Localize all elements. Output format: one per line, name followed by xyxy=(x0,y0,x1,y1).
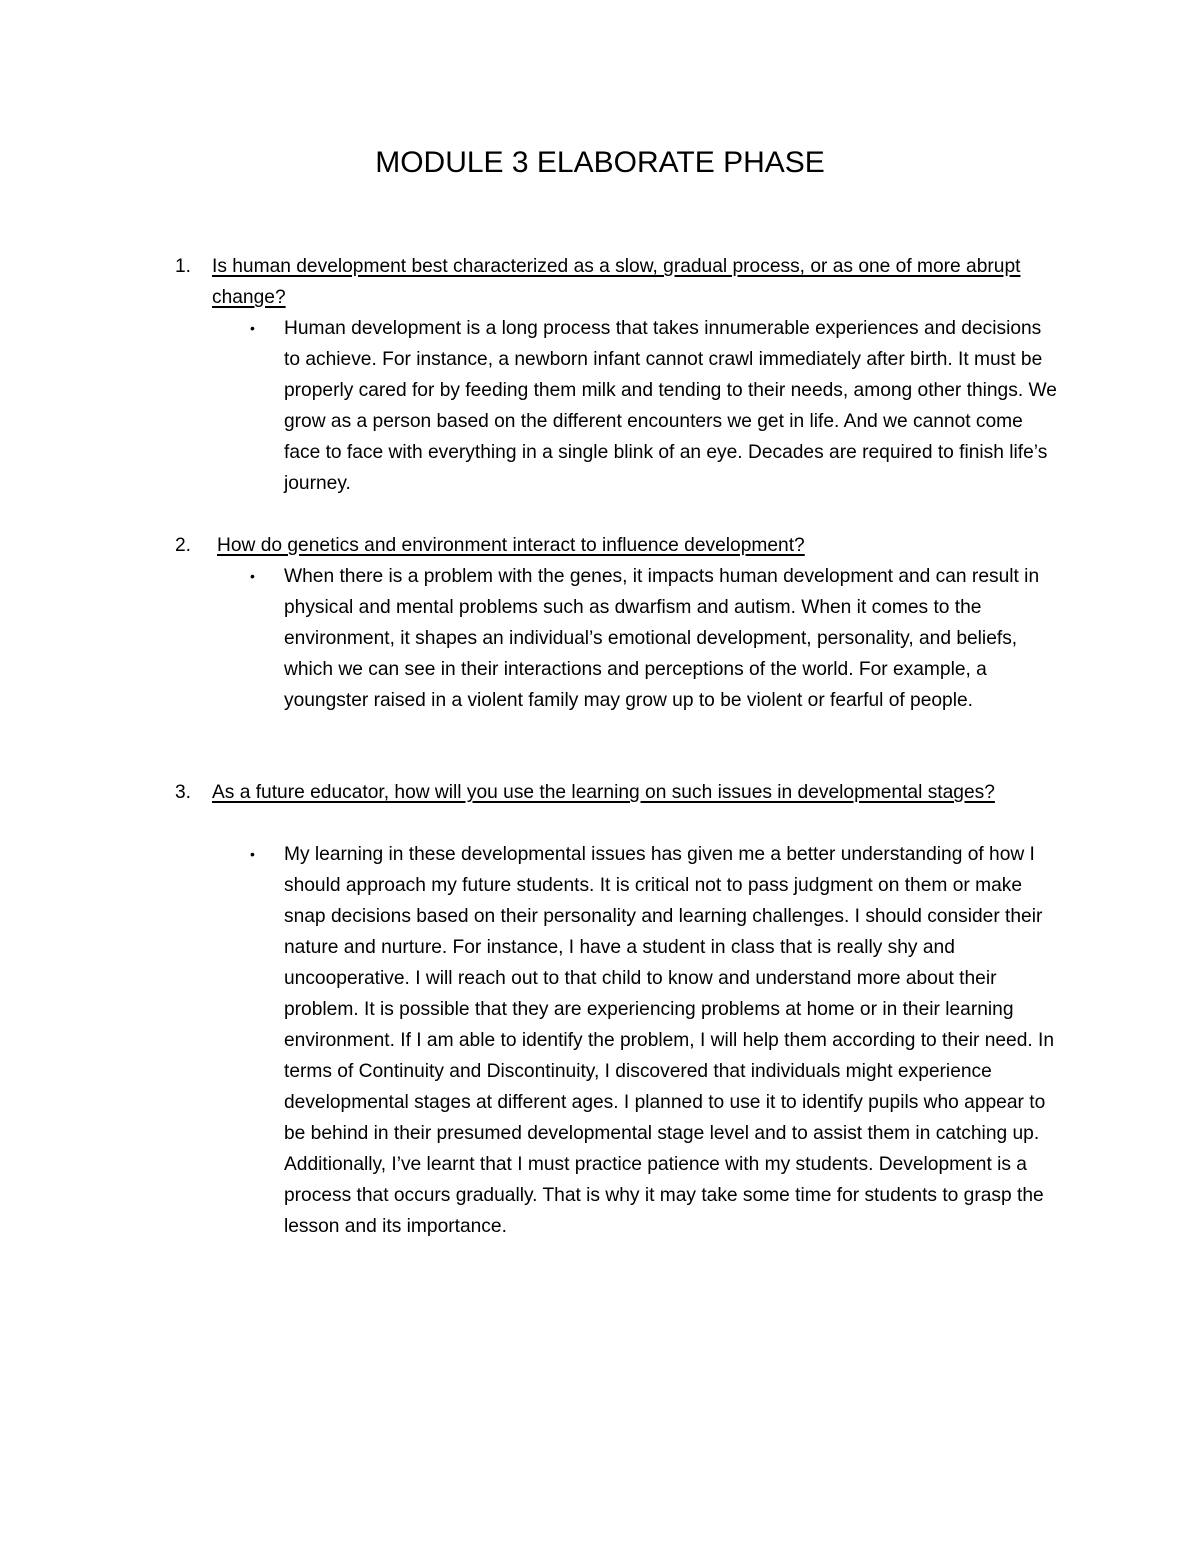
question-text: Is human development best characterized as a slow, gradual process, or as one of more abrupt change? xyxy=(212,256,1021,308)
question-text: As a future educator, how will you use the learning on such issues in developmental stages? xyxy=(212,782,995,803)
bullet-icon: • xyxy=(250,320,255,336)
answer-text: Human development is a long process that takes innumerable experiences and decisions to achieve. For instance, a newborn infant cannot crawl immediately after birth. It must be properly cared for by feeding them milk and tending to their needs, among other things. We grow as a person based on the different encounters we get in life. And we cannot come face to face with everything in a single blink of an eye. Decades are required to finish life’s journey. xyxy=(284,318,1057,494)
page-title: MODULE 3 ELABORATE PHASE xyxy=(375,146,825,179)
answer-text: My learning in these developmental issues has given me a better understanding of how I should approach my future students. It is critical not to pass judgment on them or make snap decisions based on their personality and learning challenges. I should consider their nature and nurture. For instance, I have a student in class that is really shy and uncooperative. I will reach out to that child to know and understand more about their problem. It is possible that they are experiencing problems at home or in their learning environment. If I am able to identify the problem, I will help them according to their need. In terms of Continuity and Discontinuity, I discovered that individuals might experience developmental stages at different ages. I planned to use it to identify pupils who appear to be behind in their presumed developmental stage level and to assist them in catching up. Additionally, I’ve learnt that I must practice patience with my students. Development is a process that occurs gradually. That is why it may take some time for students to grasp the lesson and its importance. xyxy=(284,844,1055,1237)
question-number: 3. xyxy=(175,782,192,803)
question-text: How do genetics and environment interact to influence development? xyxy=(217,535,805,556)
answer-text: When there is a problem with the genes, it impacts human development and can result in physical and mental problems such as dwarfism and autism. When it comes to the environment, it shapes an individual’s emotional development, personality, and beliefs, which we can see in their interactions and perceptions of the world. For example, a youngster raised in a violent family may grow up to be violent or fearful of people. xyxy=(284,566,1040,711)
question-number: 2. xyxy=(175,535,192,556)
bullet-icon: • xyxy=(250,846,255,862)
bullet-icon: • xyxy=(250,568,255,584)
question-number: 1. xyxy=(175,256,192,277)
